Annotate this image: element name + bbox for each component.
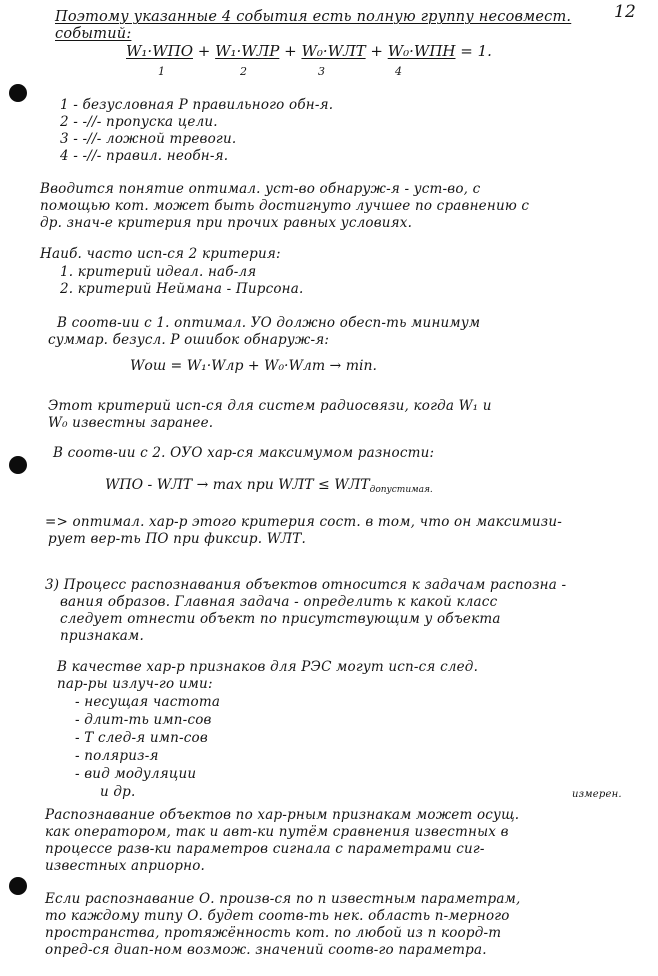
text-line: => оптимал. хар-р этого критерия сост. в том, что он максимизи- — [45, 514, 563, 530]
text-line: В качестве хар-р признаков для РЭС могут исп-ся след. — [57, 659, 479, 675]
list-item: - вид модуляции — [75, 766, 197, 782]
text-line: суммар. безусл. P ошибок обнаруж-я: — [48, 332, 330, 348]
punch-hole — [9, 84, 27, 102]
text-line: Вводится понятие оптимал. уст-во обнаруж-я - уст-во, с — [40, 181, 481, 197]
formula-body: WПО - WЛТ → max при WЛТ ≤ WЛТ — [105, 477, 370, 493]
text-line: др. знач-е критерия при прочих равных условиях. — [40, 215, 413, 231]
list-item: и др. — [100, 784, 136, 800]
formula-term: W₁·WПО — [126, 42, 193, 60]
text-line: то каждому типу О. будет соотв-ть нек. область n-мерного — [45, 908, 510, 924]
text-line: событий: — [55, 26, 132, 42]
term-label: 1 — [158, 65, 165, 78]
text-line: процессе разв-ки параметров сигнала с параметрами сиг- — [45, 841, 485, 857]
text-line: 3) Процесс распознавания объектов относится к задачам распозна - — [45, 577, 567, 593]
list-item: - T след-я имп-сов — [75, 730, 208, 746]
text-line: следует отнести объект по присутствующим у объекта — [60, 611, 501, 627]
list-item: - несущая частота — [75, 694, 221, 710]
text-line: Наиб. часто исп-ся 2 критерия: — [40, 246, 281, 262]
margin-note: измерен. — [572, 789, 622, 800]
min-error-formula: Wош = W₁·Wлр + W₀·Wлт → min. — [130, 358, 377, 374]
list-item: 2. критерий Неймана - Пирсона. — [60, 281, 304, 297]
punch-hole — [9, 877, 27, 895]
list-item: 1. критерий идеал. наб-ля — [60, 264, 257, 280]
text-line: как оператором, так и авт-ки путём сравнения известных в — [45, 824, 509, 840]
formula-term: W₀·WЛТ — [301, 42, 366, 60]
text-line: опред-ся диап-ном возмож. значений соотв-го параметра. — [45, 942, 487, 958]
term-label: 2 — [240, 65, 247, 78]
text-line: пар-ры излуч-го ими: — [57, 676, 213, 692]
text-line: Поэтому указанные 4 события есть полную группу несовмест. — [55, 9, 572, 25]
page-number: 12 — [614, 2, 637, 22]
text-line: В соотв-ии с 2. ОУО хар-ся максимумом разности: — [53, 445, 435, 461]
probability-sum-formula: W₁·WПО + W₁·WЛР + W₀·WЛТ + W₀·WПН = 1. — [126, 42, 492, 60]
text-line: признакам. — [60, 628, 144, 644]
text-line: пространства, протяжённость кот. по любой из n коорд-т — [45, 925, 502, 941]
text-line: Этот критерий исп-ся для систем радиосвязи, когда W₁ и — [48, 398, 492, 414]
term-label: 3 — [318, 65, 325, 78]
formula-term: W₀·WПН — [387, 42, 456, 60]
text-line: вания образов. Главная задача - определить к какой класс — [60, 594, 498, 610]
text-line: В соотв-ии с 1. оптимал. УО должно обесп-ть минимум — [57, 315, 481, 331]
text-line: рует вер-ть ПО при фиксир. WЛТ. — [48, 531, 306, 547]
list-item: 1 - безусловная P правильного обн-я. — [60, 97, 334, 113]
formula-term: W₁·WЛР — [215, 42, 280, 60]
punch-hole — [9, 456, 27, 474]
list-item: 4 - -//- правил. необн-я. — [60, 148, 229, 164]
text-line: помощью кот. может быть достигнуто лучшее по сравнению с — [40, 198, 530, 214]
term-label: 4 — [395, 65, 402, 78]
text-line: Распознавание объектов по хар-рным признакам может осущ. — [45, 807, 520, 823]
list-item: 2 - -//- пропуска цели. — [60, 114, 218, 130]
formula-subscript: допустимая. — [369, 485, 433, 495]
max-difference-formula — [105, 477, 433, 495]
list-item: - длит-ть имп-сов — [75, 712, 212, 728]
text-line: W₀ известны заранее. — [48, 415, 214, 431]
list-item: - поляриз-я — [75, 748, 159, 764]
text-line: Если распознавание О. произв-ся по n известным параметрам, — [45, 891, 521, 907]
list-item: 3 - -//- ложной тревоги. — [60, 131, 237, 147]
text-line: известных априорно. — [45, 858, 206, 874]
formula-equals: = 1. — [460, 42, 492, 60]
